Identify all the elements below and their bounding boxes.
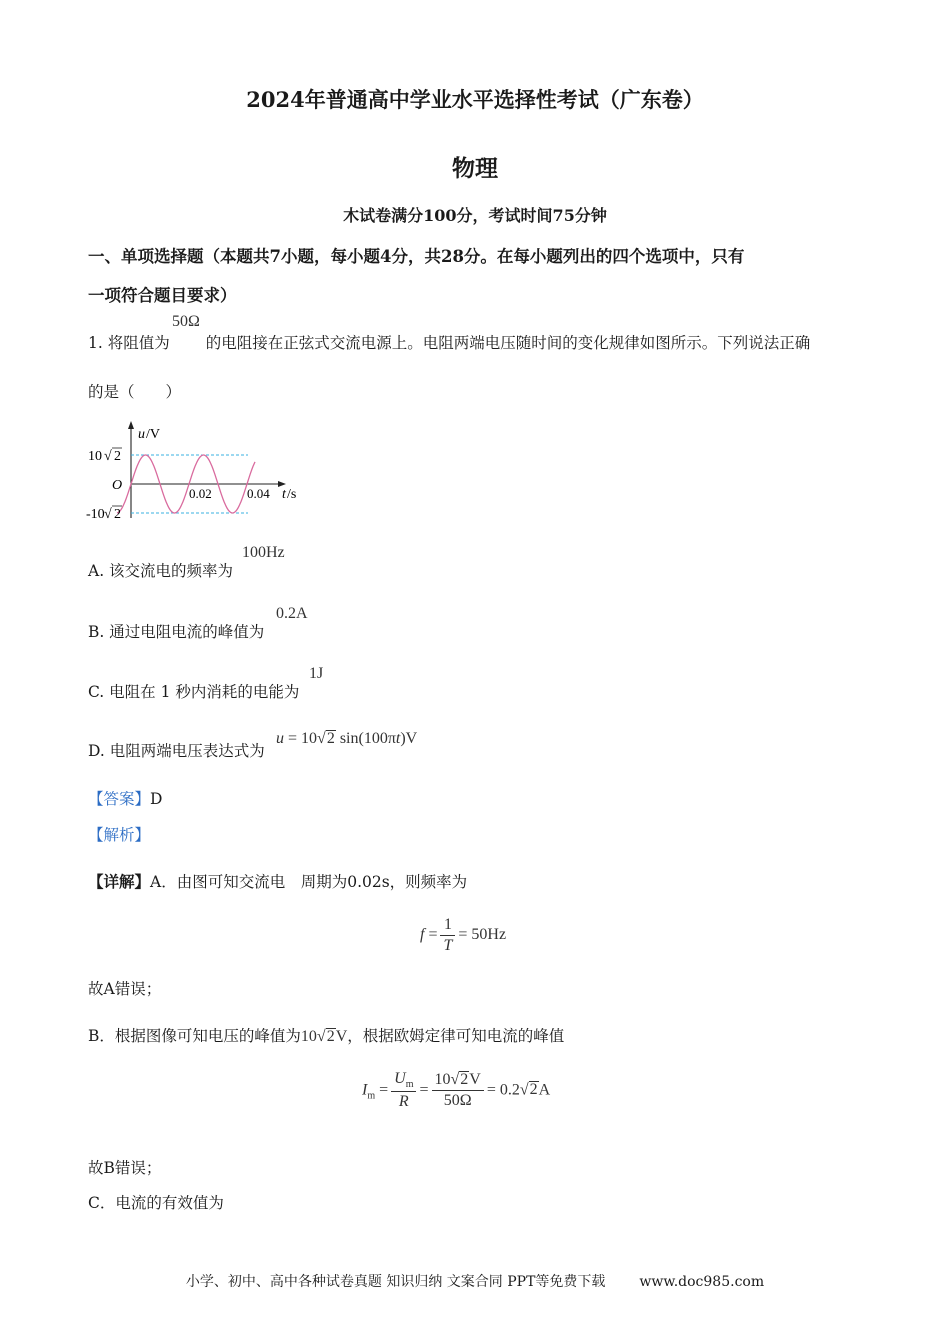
x-tick-004: 0.04	[247, 486, 270, 501]
current-peak-formula: $I_m$ = $\frac{U_m}{R}$ = $\frac{10√2V}{50\Omega}$ = 0.2√2A	[362, 1070, 551, 1111]
detail-c-text: C．电流的有效值为	[88, 1194, 224, 1212]
question-1-line1	[88, 331, 810, 353]
x-axis-label-unit: /s	[287, 487, 297, 502]
y-axis-label-unit: /V	[146, 427, 160, 442]
x-axis-label-var: t	[282, 487, 286, 502]
option-c-text: C. 电阻在 1 秒内消耗的电能为	[88, 683, 300, 701]
option-d-math: u = 10√2 sin(100πt)V	[276, 730, 418, 747]
y-axis-arrow	[128, 421, 134, 429]
voltage-time-graph	[86, 418, 308, 526]
y-neg-root: 2	[114, 507, 121, 522]
detail-b-conclusion: 故B错误；	[88, 1159, 162, 1177]
page-footer	[0, 1271, 950, 1291]
exam-note: 木试卷满分100分，考试时间75分钟	[343, 206, 607, 225]
y-peak-coef: 10	[88, 449, 102, 464]
exam-title: 2024年普通高中学业水平选择性考试（广东卷）	[246, 87, 704, 112]
option-c-math: 1J	[309, 665, 324, 682]
origin-label: O	[112, 478, 123, 493]
section-heading-line1: 一、单项选择题（本题共7小题，每小题4分，共28分。在每小题列出的四个选项中，只有	[88, 247, 745, 266]
y-neg-sqrt: √	[104, 507, 112, 522]
y-peak-root: 2	[114, 449, 121, 464]
option-a-math: 100Hz	[242, 544, 285, 561]
section-heading-line2: 一项符合题目要求）	[88, 286, 237, 305]
option-a-text: A. 该交流电的频率为	[88, 562, 234, 580]
y-peak-sqrt: √	[104, 449, 112, 464]
footer-url[interactable]: www.doc985.com	[639, 1274, 765, 1290]
option-d-text: D. 电阻两端电压表达式为	[88, 742, 265, 760]
resistance-value: 50Ω	[172, 313, 200, 330]
answer-line	[88, 787, 162, 809]
question-prefix: 1. 将阻值为	[88, 334, 170, 352]
option-b-text: B. 通过电阻电流的峰值为	[88, 623, 265, 641]
detail-label: 【详解】	[88, 872, 151, 891]
analysis-label: 【解析】	[88, 826, 151, 844]
subject-title: 物理	[452, 155, 498, 182]
question-1-line2: 的是（ ）	[88, 383, 182, 401]
detail-a-line	[88, 870, 467, 892]
detail-a-text: A．由图可知交流电 周期为0.02s，则频率为	[150, 873, 468, 891]
answer-value: D	[150, 790, 163, 808]
frequency-formula: f = $\frac{1}{T}$ = 50Hz	[420, 916, 507, 954]
detail-b-line: B．根据图像可知电压的峰值为10√2V，根据欧姆定律可知电流的峰值	[88, 1027, 565, 1045]
answer-label: 【答案】	[88, 790, 151, 808]
question-suffix: 的电阻接在正弦式交流电源上。电阻两端电压随时间的变化规律如图所示。下列说法正确	[205, 334, 811, 352]
option-b-math: 0.2A	[276, 605, 308, 622]
y-axis-label-var: u	[138, 427, 145, 442]
footer-text: 小学、初中、高中各种试卷真题 知识归纳 文案合同 PPT等免费下载	[185, 1274, 606, 1290]
detail-a-conclusion: 故A错误；	[88, 980, 162, 998]
y-neg-coef: -10	[86, 507, 105, 522]
x-tick-002: 0.02	[189, 486, 212, 501]
